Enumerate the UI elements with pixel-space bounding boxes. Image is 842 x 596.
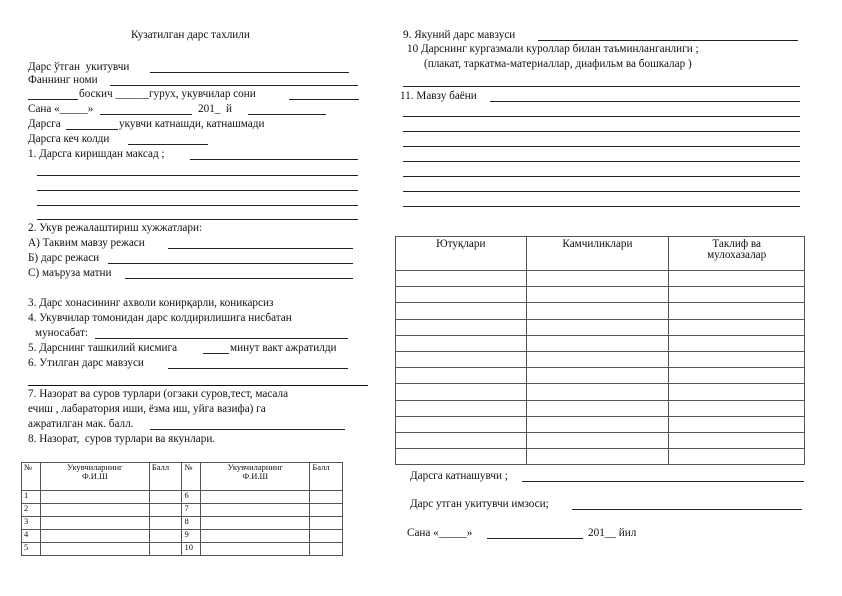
students-table [21,462,343,556]
row-number: 9 [182,530,201,543]
question-9: 9. Якуний дарс мавзуси [403,29,516,41]
question-10-materials: (плакат, таркатма-материаллар, диафильм ва бошкалар ) [424,58,692,70]
row-number: 4 [22,530,41,543]
signature-label: Дарс утган укитувчи имзоси; [410,498,549,510]
row-number: 8 [182,517,201,530]
score-cell[interactable] [149,543,182,556]
answer-11-line[interactable] [403,191,800,192]
late-label: Дарсга кеч колди [28,133,110,145]
answer-2a-line[interactable] [168,248,353,249]
answer-2b-line[interactable] [108,263,353,264]
col-number-header: № [22,463,41,491]
students-count-field[interactable] [289,99,359,100]
score-cell[interactable] [149,504,182,517]
student-name-cell[interactable] [40,504,149,517]
table-row [396,449,805,465]
student-name-cell[interactable] [40,543,149,556]
minutes-field[interactable] [203,353,229,354]
answer-11-line[interactable] [403,206,800,207]
achievement-cell[interactable] [396,335,527,351]
student-name-cell[interactable] [201,530,310,543]
shortcoming-cell[interactable] [526,303,669,319]
subject-label: Фаннинг номи [28,74,98,86]
student-name-cell[interactable] [201,491,310,504]
table-row [396,416,805,432]
achievement-cell[interactable] [396,368,527,384]
col-name-subtitle: Ф.И.Ш [81,470,108,481]
suggestion-cell[interactable] [669,449,805,465]
answer-1-line[interactable] [190,159,358,160]
max-score-field[interactable] [150,429,345,430]
final-date-label: Сана «_____» [407,527,473,539]
shortcoming-cell[interactable] [526,351,669,367]
question-4-relation: муносабат: [35,327,88,339]
late-field[interactable] [128,144,208,145]
col-name-title: Укувчиларнинг [227,462,284,472]
answer-1-line[interactable] [37,219,358,220]
col-name-header [201,463,310,491]
score-cell[interactable] [310,543,343,556]
shortcoming-cell[interactable] [526,368,669,384]
col-achievements-header: Ютуқлари [396,237,527,271]
attended-suffix: укувчи катнашди, катнашмади [119,118,265,130]
shortcoming-cell[interactable] [526,384,669,400]
answer-1-line[interactable] [37,175,358,176]
signature-field[interactable] [572,509,802,510]
subject-field[interactable] [110,85,358,86]
date-extra-field[interactable] [248,114,326,115]
group-label: боскич ______гурух, укувчилар сони [79,88,256,100]
question-2a: А) Таквим мавзу режаси [28,237,145,249]
col-score-header: Балл [310,463,343,491]
question-4: 4. Укувчилар томонидан дарс колдирилишига нисбатан [28,312,292,324]
col-name-title: Укувчиларнинг [67,462,123,472]
answer-11-line[interactable] [490,101,800,102]
row-number: 10 [182,543,201,556]
row-number: 3 [22,517,41,530]
stage-field[interactable] [28,99,78,100]
shortcoming-cell[interactable] [526,335,669,351]
answer-11-line[interactable] [403,131,800,132]
suggestion-cell[interactable] [669,335,805,351]
date-month-field[interactable] [100,114,192,115]
question-6: 6. Утилган дарс мавзуси [28,357,144,369]
suggestion-cell[interactable] [669,416,805,432]
answer-6-line[interactable] [28,385,368,386]
achievement-cell[interactable] [396,303,527,319]
participant-field[interactable] [522,481,804,482]
participant-label: Дарсга катнашувчи ; [410,470,508,482]
score-cell[interactable] [149,491,182,504]
suggestion-cell[interactable] [669,400,805,416]
suggestion-cell[interactable] [669,319,805,335]
table-row [396,368,805,384]
col-name-subtitle: Ф.И.Ш [242,470,269,481]
answer-11-line[interactable] [403,116,800,117]
table-row [396,287,805,303]
question-5: 5. Дарснинг ташкилий кисмига [28,342,178,354]
shortcoming-cell[interactable] [526,400,669,416]
table-header-row [396,237,805,271]
table-row [396,271,805,287]
table-row [396,384,805,400]
answer-9-line[interactable] [538,40,798,41]
table-row [396,400,805,416]
shortcoming-cell[interactable] [526,449,669,465]
table-row [396,351,805,367]
col-suggestions-subtitle: мулохазалар [707,249,767,262]
final-date-month-field[interactable] [487,538,583,539]
col-suggestions-header [669,237,805,271]
question-3: 3. Дарс хонасининг ахволи конирқарли, коникарсиз [28,297,274,309]
question-7: 7. Назорат ва суров турлари (огзаки суров,тест, масала [28,388,289,400]
achievement-cell[interactable] [396,319,527,335]
date-label: Сана «_____» [28,103,94,115]
col-number-header: № [182,463,201,491]
question-5-suffix: минут вакт ажратилди [230,342,337,354]
table-row [22,530,343,543]
col-score-header: Балл [149,463,182,491]
row-number: 1 [22,491,41,504]
row-number: 6 [182,491,201,504]
answer-4-line[interactable] [95,338,348,339]
student-name-cell[interactable] [40,517,149,530]
score-cell[interactable] [310,517,343,530]
question-7-line2: ечиш , лабаратория иши, ёзма иш, уйга вазифа) га [28,403,266,415]
attended-label: Дарсга [28,118,61,130]
question-2b: Б) дарс режаси [28,252,100,264]
question-11: 11. Мавзу баёни [400,90,477,102]
score-cell[interactable] [310,504,343,517]
table-row [396,335,805,351]
answer-2c-line[interactable] [125,278,353,279]
table-row [22,504,343,517]
score-cell[interactable] [149,517,182,530]
suggestion-cell[interactable] [669,303,805,319]
suggestion-cell[interactable] [669,271,805,287]
answer-10-line[interactable] [403,86,800,87]
score-cell[interactable] [310,491,343,504]
teacher-label: Дарс ўтган укитувчи [28,61,130,73]
col-shortcomings-header: Камчиликлари [526,237,669,271]
achievement-cell[interactable] [396,432,527,448]
question-8: 8. Назорат, суров турлари ва якунлари. [28,433,216,445]
answer-6-line[interactable] [168,368,348,369]
achievement-cell[interactable] [396,400,527,416]
student-name-cell[interactable] [201,543,310,556]
score-cell[interactable] [310,530,343,543]
shortcoming-cell[interactable] [526,319,669,335]
suggestion-cell[interactable] [669,432,805,448]
score-cell[interactable] [149,530,182,543]
suggestion-cell[interactable] [669,351,805,367]
achievement-cell[interactable] [396,416,527,432]
date-year: 201_ й [198,103,232,115]
question-10: 10 Дарснинг кургазмали куроллар билан таъминланганлиги ; [407,43,699,55]
question-2c: С) маъруза матни [28,267,112,279]
answer-11-line[interactable] [403,161,800,162]
attended-field[interactable] [66,129,118,130]
answer-1-line[interactable] [37,190,358,191]
question-7-line3: ажратилган мак. балл. [28,418,134,430]
analysis-table [395,236,805,465]
table-row [396,319,805,335]
table-row [22,517,343,530]
achievement-cell[interactable] [396,271,527,287]
answer-11-line[interactable] [403,146,800,147]
row-number: 2 [22,504,41,517]
shortcoming-cell[interactable] [526,287,669,303]
question-2: 2. Укув режалаштириш хужжатлари: [28,222,203,234]
achievement-cell[interactable] [396,287,527,303]
table-header-row [22,463,343,491]
answer-11-line[interactable] [403,176,800,177]
student-name-cell[interactable] [40,491,149,504]
student-name-cell[interactable] [201,504,310,517]
table-row [22,543,343,556]
answer-1-line[interactable] [37,205,358,206]
suggestion-cell[interactable] [669,384,805,400]
table-row [396,432,805,448]
shortcoming-cell[interactable] [526,416,669,432]
row-number: 7 [182,504,201,517]
achievement-cell[interactable] [396,351,527,367]
table-row [396,303,805,319]
student-name-cell[interactable] [40,530,149,543]
shortcoming-cell[interactable] [526,271,669,287]
student-name-cell[interactable] [201,517,310,530]
achievement-cell[interactable] [396,384,527,400]
col-suggestions-title: Таклиф ва [712,238,761,250]
page-title: Кузатилган дарс тахлили [131,29,250,41]
suggestion-cell[interactable] [669,368,805,384]
row-number: 5 [22,543,41,556]
suggestion-cell[interactable] [669,287,805,303]
achievement-cell[interactable] [396,449,527,465]
table-row [22,491,343,504]
shortcoming-cell[interactable] [526,432,669,448]
question-1: 1. Дарсга киришдан максад ; [28,148,165,160]
final-date-year: 201__ йил [588,527,637,539]
teacher-field[interactable] [150,72,349,73]
col-name-header [40,463,149,491]
